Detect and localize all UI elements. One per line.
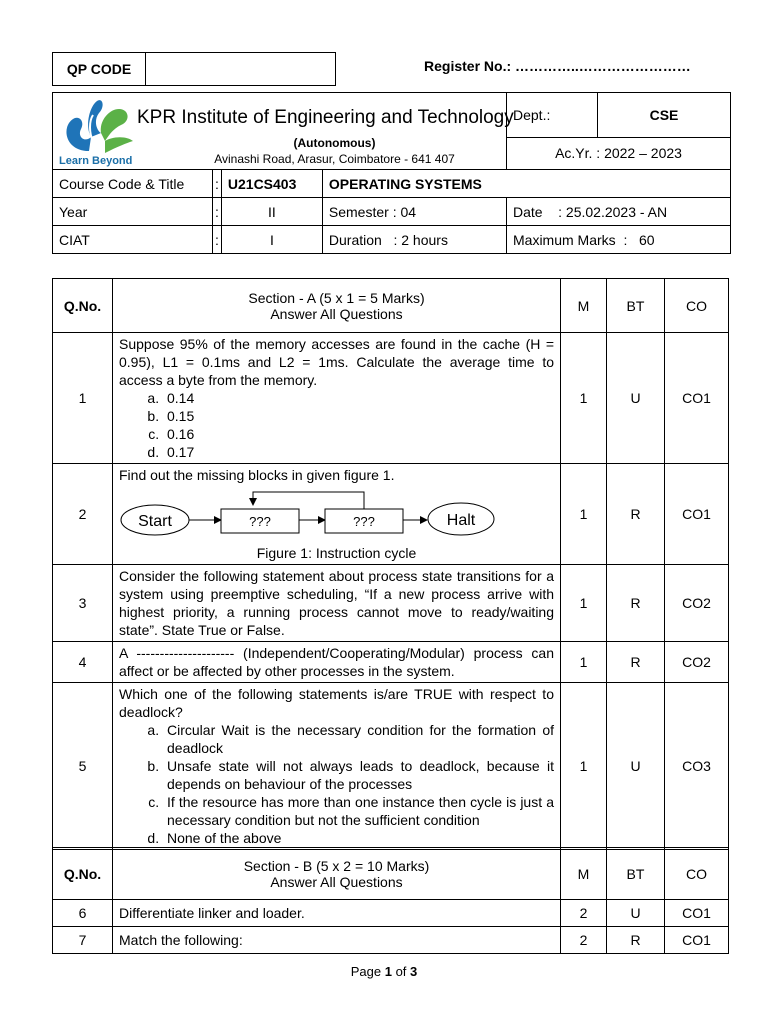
marks: 1 — [561, 565, 607, 642]
bt-level: R — [607, 927, 665, 954]
question-text: Differentiate linker and loader. — [113, 900, 561, 927]
autonomous-label: (Autonomous) — [293, 136, 376, 150]
course-outcome: CO1 — [665, 900, 729, 927]
marks: 2 — [561, 927, 607, 954]
page-total: 3 — [410, 964, 418, 979]
section-b-heading — [113, 848, 561, 900]
max-marks: Maximum Marks : 60 — [507, 226, 731, 254]
question-number: 2 — [53, 464, 113, 565]
bt-level: U — [607, 900, 665, 927]
qp-code-label: QP CODE — [53, 53, 146, 86]
ciat-value: I — [221, 226, 322, 254]
question-number: 3 — [53, 565, 113, 642]
figure-caption: Figure 1: Instruction cycle — [256, 545, 417, 561]
colon: : — [213, 170, 222, 198]
question-text: Consider the following statement about process state transitions for a system using preemptive scheduling, “If a new process arrive with highest priority, a running process cannot move to ready/waiting state”. State True or False. — [113, 565, 561, 642]
header-table — [52, 92, 731, 254]
halt-label: Halt — [446, 512, 476, 529]
colon: : — [213, 198, 222, 226]
table-row — [53, 464, 729, 565]
section-b-subtitle: Answer All Questions — [270, 873, 403, 890]
option: d. None of the above — [163, 829, 554, 847]
option: a. 0.14 — [163, 389, 554, 407]
m-header: M — [561, 279, 607, 333]
section-b-title: Section - B (5 x 2 = 10 Marks) — [243, 857, 430, 874]
course-outcome: CO1 — [665, 464, 729, 565]
missing-block-1-label: ??? — [249, 514, 271, 529]
institute-name: KPR Institute of Engineering and Technology — [137, 107, 514, 128]
marks: 1 — [561, 333, 607, 464]
option: b. 0.15 — [163, 407, 554, 425]
marks: 1 — [561, 642, 607, 683]
question-text: Find out the missing blocks in given figure 1. — [119, 467, 395, 483]
course-label: Course Code & Title — [53, 170, 213, 198]
option: c. If the resource has more than one instance then cycle is just a necessary condition but not the sufficient condition — [163, 793, 554, 829]
section-a-title: Section - A (5 x 1 = 5 Marks) — [248, 289, 425, 306]
section-b-table — [52, 847, 729, 954]
option: d. 0.17 — [163, 443, 554, 461]
institute-address: Avinashi Road, Arasur, Coimbatore - 641 407 — [214, 152, 455, 166]
question-number: 7 — [53, 927, 113, 954]
question-cell — [113, 683, 561, 850]
register-number: Register No.: …………..…………………… — [424, 58, 691, 74]
course-outcome: CO1 — [665, 333, 729, 464]
instruction-cycle-diagram — [119, 484, 539, 542]
duration: Duration : 2 hours — [322, 226, 506, 254]
bt-level: U — [607, 683, 665, 850]
ciat-label: CIAT — [53, 226, 213, 254]
institute-cell — [53, 93, 514, 170]
loop-arrow — [253, 492, 364, 509]
course-outcome: CO2 — [665, 565, 729, 642]
option-list — [119, 721, 554, 847]
bt-header: BT — [607, 848, 665, 900]
marks: 1 — [561, 683, 607, 850]
bt-level: R — [607, 642, 665, 683]
question-cell — [113, 464, 561, 565]
page-number: 1 — [384, 964, 392, 979]
bt-header: BT — [607, 279, 665, 333]
question-text: Suppose 95% of the memory accesses are found in the cache (H = 0.95), L1 = 0.1ms and L2 = 1ms. Calculate the average time to access a byte from the memory. — [119, 336, 554, 388]
course-title: OPERATING SYSTEMS — [322, 170, 730, 198]
m-header: M — [561, 848, 607, 900]
option-list — [119, 389, 554, 461]
page-prefix: Page — [350, 964, 385, 979]
bt-level: R — [607, 464, 665, 565]
question-number: 4 — [53, 642, 113, 683]
table-row — [53, 900, 729, 927]
course-outcome: CO2 — [665, 642, 729, 683]
question-text: A --------------------- (Independent/Cooperating/Modular) process can affect or be affected by other processes in the system. — [113, 642, 561, 683]
dept-label: Dept.: — [507, 93, 598, 138]
page-footer — [0, 964, 768, 979]
bt-level: U — [607, 333, 665, 464]
missing-block-2-label: ??? — [353, 514, 375, 529]
qno-header: Q.No. — [53, 279, 113, 333]
option: c. 0.16 — [163, 425, 554, 443]
section-a-heading — [113, 279, 561, 333]
exam-date: Date : 25.02.2023 - AN — [507, 198, 731, 226]
marks: 1 — [561, 464, 607, 565]
question-number: 6 — [53, 900, 113, 927]
academic-year: Ac.Yr. : 2022 – 2023 — [507, 137, 731, 169]
option: a. Circular Wait is the necessary condition for the formation of deadlock — [163, 721, 554, 757]
section-a-subtitle: Answer All Questions — [270, 305, 403, 322]
qp-code-table — [52, 52, 336, 86]
year-value: II — [221, 198, 322, 226]
page-of: of — [391, 964, 411, 979]
table-row — [53, 333, 729, 464]
co-header: CO — [665, 848, 729, 900]
question-number: 1 — [53, 333, 113, 464]
section-a-table — [52, 278, 729, 850]
dept-value: CSE — [598, 93, 731, 138]
option: b. Unsafe state will not always leads to deadlock, because it depends on behaviour of the processes — [163, 757, 554, 793]
semester: Semester : 04 — [322, 198, 506, 226]
table-row — [53, 927, 729, 954]
bt-level: R — [607, 565, 665, 642]
table-row — [53, 565, 729, 642]
colon: : — [213, 226, 222, 254]
co-header: CO — [665, 279, 729, 333]
logo-tagline: Learn Beyond — [59, 155, 133, 167]
question-text: Which one of the following statements is/are TRUE with respect to deadlock? — [119, 686, 554, 720]
table-row — [53, 683, 729, 850]
question-text: Match the following: — [113, 927, 561, 954]
qno-header: Q.No. — [53, 848, 113, 900]
table-row — [53, 642, 729, 683]
course-outcome: CO1 — [665, 927, 729, 954]
qp-code-value — [146, 53, 336, 86]
year-label: Year — [53, 198, 213, 226]
start-label: Start — [138, 513, 172, 530]
question-number: 5 — [53, 683, 113, 850]
question-cell — [113, 333, 561, 464]
marks: 2 — [561, 900, 607, 927]
course-outcome: CO3 — [665, 683, 729, 850]
course-code: U21CS403 — [221, 170, 322, 198]
